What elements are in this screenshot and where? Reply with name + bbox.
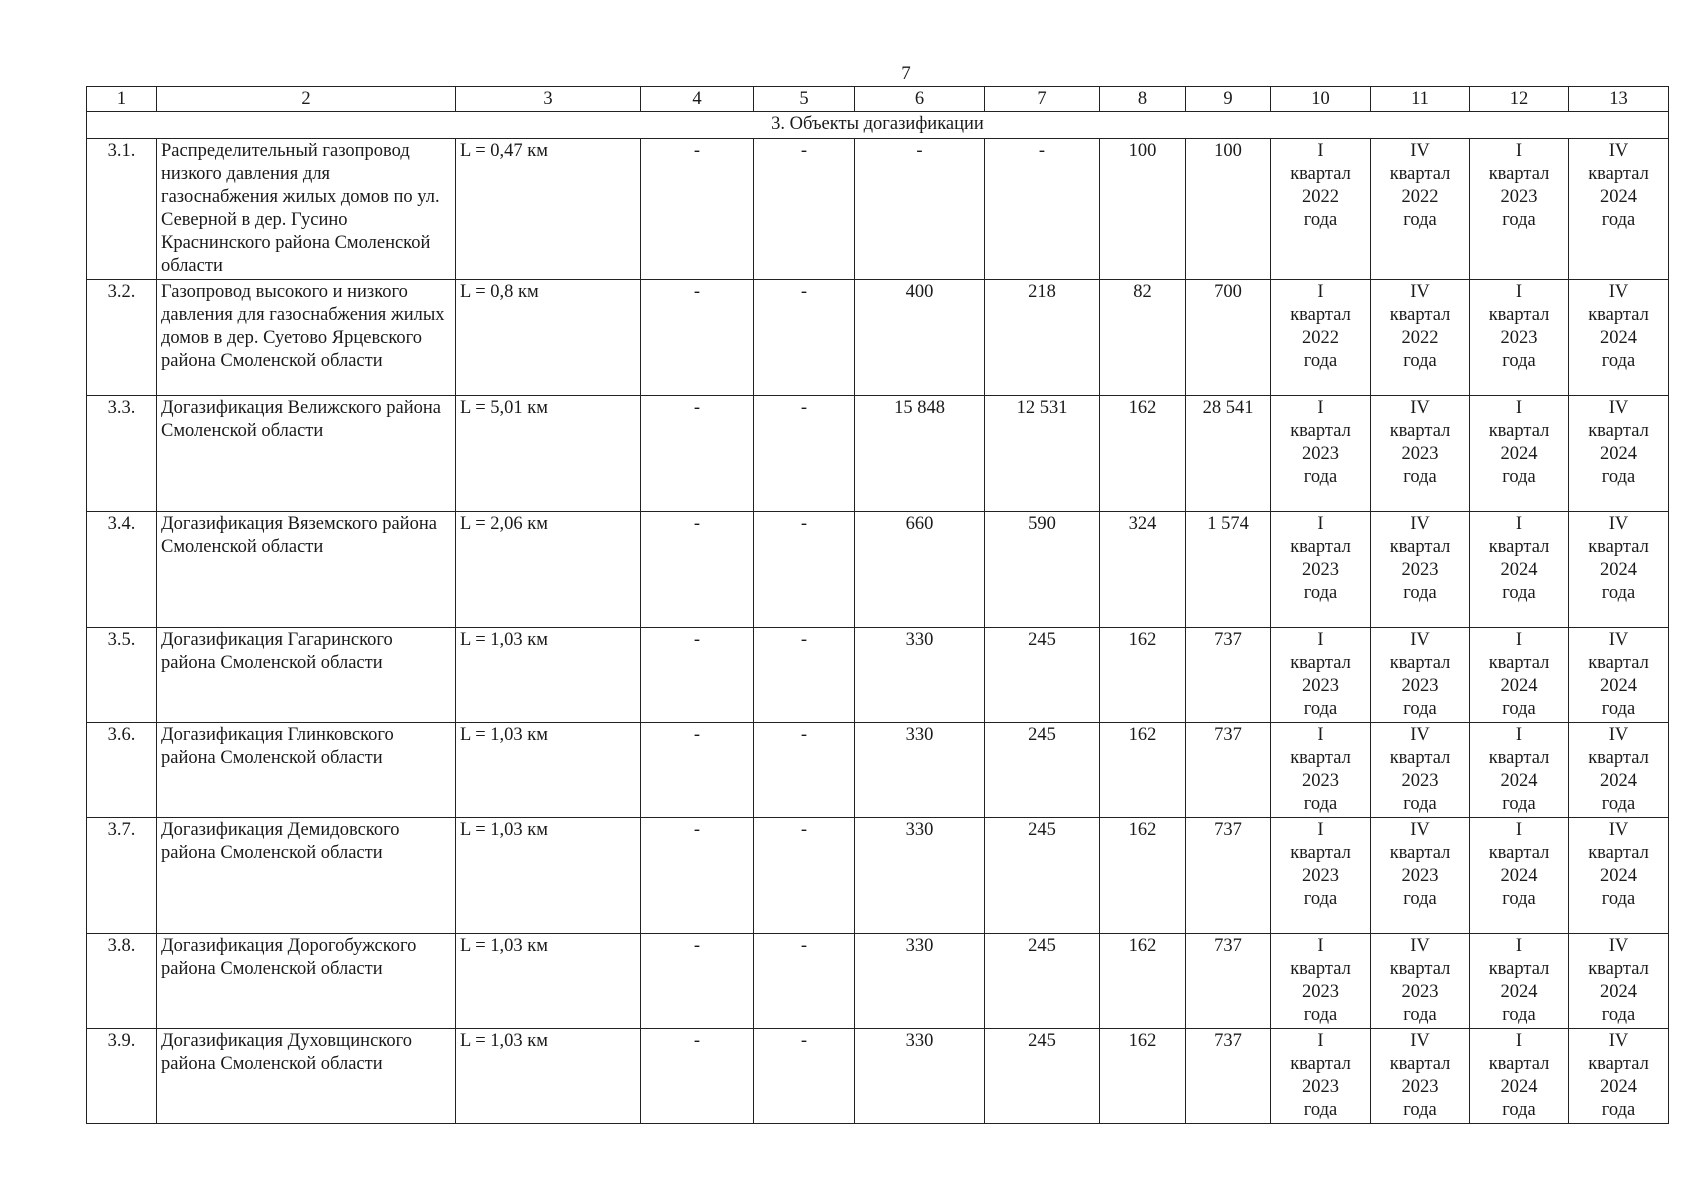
quarter-word: года (1303, 889, 1338, 909)
quarter-q: IV (1410, 514, 1430, 534)
column-header: 2 (157, 87, 456, 112)
quarter-year: 2024 (1600, 187, 1637, 207)
value-cell-5: - (754, 934, 855, 1029)
quarter-cell-10 (1271, 934, 1371, 1029)
value-cell-5: - (754, 628, 855, 723)
quarter-q: IV (1410, 1031, 1430, 1051)
column-number-row (87, 87, 1669, 112)
value-cell-8: 324 (1100, 512, 1186, 628)
quarter-word: года (1601, 1005, 1636, 1025)
quarter-year: 2023 (1401, 560, 1439, 580)
quarter-label: квартал (1488, 537, 1550, 557)
quarter-year: 2022 (1401, 187, 1439, 207)
quarter-year: 2024 (1500, 866, 1538, 886)
quarter-cell-12 (1470, 396, 1569, 512)
value-cell-6: - (855, 139, 985, 280)
value-cell-7: - (985, 139, 1100, 280)
value-cell-8: 162 (1100, 723, 1186, 818)
quarter-label: квартал (1588, 843, 1649, 863)
quarter-cell-12 (1470, 280, 1569, 396)
quarter-cell-13 (1569, 139, 1669, 280)
quarter-q: IV (1608, 820, 1629, 840)
value-cell-6: 330 (855, 1029, 985, 1124)
quarter-year: 2023 (1302, 444, 1339, 464)
quarter-label: квартал (1588, 653, 1649, 673)
quarter-cell-11 (1371, 934, 1470, 1029)
pipeline-length: L = 2,06 км (456, 512, 641, 628)
quarter-year: 2024 (1500, 982, 1538, 1002)
quarter-label: квартал (1290, 537, 1351, 557)
quarter-q: IV (1608, 514, 1629, 534)
quarter-cell-11 (1371, 818, 1470, 934)
row-number: 3.7. (87, 818, 157, 934)
object-name: Догазификация Демидовского района Смоленской области (157, 818, 456, 934)
pipeline-length: L = 1,03 км (456, 628, 641, 723)
page-number: 7 (901, 63, 911, 84)
quarter-cell-13 (1569, 818, 1669, 934)
quarter-label: квартал (1290, 1054, 1351, 1074)
quarter-year: 2024 (1600, 866, 1637, 886)
quarter-word: года (1303, 467, 1338, 487)
table-row (87, 628, 1669, 723)
quarter-label: квартал (1588, 748, 1649, 768)
quarter-q: IV (1608, 630, 1629, 650)
object-name: Догазификация Глинковского района Смоленской области (157, 723, 456, 818)
quarter-label: квартал (1389, 748, 1451, 768)
quarter-label: квартал (1588, 305, 1649, 325)
pipeline-length: L = 1,03 км (456, 723, 641, 818)
quarter-year: 2023 (1401, 444, 1439, 464)
value-cell-6: 400 (855, 280, 985, 396)
value-cell-9: 737 (1186, 934, 1271, 1029)
quarter-q: IV (1410, 725, 1430, 745)
gasification-table (86, 86, 1669, 1124)
quarter-year: 2022 (1302, 187, 1339, 207)
quarter-cell-11 (1371, 280, 1470, 396)
column-header: 3 (456, 87, 641, 112)
quarter-label: квартал (1290, 748, 1351, 768)
quarter-q: I (1515, 630, 1523, 650)
quarter-cell-13 (1569, 628, 1669, 723)
column-header: 13 (1569, 87, 1669, 112)
quarter-label: квартал (1488, 421, 1550, 441)
quarter-q: I (1515, 282, 1523, 302)
quarter-cell-11 (1371, 512, 1470, 628)
quarter-year: 2024 (1600, 328, 1637, 348)
quarter-q: I (1515, 725, 1523, 745)
pipeline-length: L = 0,47 км (456, 139, 641, 280)
quarter-word: года (1502, 794, 1536, 814)
quarter-cell-11 (1371, 628, 1470, 723)
row-number: 3.5. (87, 628, 157, 723)
quarter-word: года (1403, 467, 1437, 487)
pipeline-length: L = 0,8 км (456, 280, 641, 396)
quarter-year: 2023 (1302, 866, 1339, 886)
row-number: 3.9. (87, 1029, 157, 1124)
value-cell-7: 245 (985, 934, 1100, 1029)
value-cell-8: 100 (1100, 139, 1186, 280)
quarter-word: года (1502, 351, 1536, 371)
object-name: Догазификация Вяземского района Смоленской области (157, 512, 456, 628)
quarter-label: квартал (1488, 748, 1550, 768)
row-number: 3.8. (87, 934, 157, 1029)
quarter-word: года (1601, 794, 1636, 814)
table-row (87, 396, 1669, 512)
quarter-year: 2024 (1600, 982, 1637, 1002)
column-header: 1 (87, 87, 157, 112)
quarter-year: 2024 (1500, 676, 1538, 696)
quarter-label: квартал (1488, 653, 1550, 673)
quarter-word: года (1403, 1100, 1437, 1120)
value-cell-5: - (754, 723, 855, 818)
value-cell-8: 162 (1100, 934, 1186, 1029)
quarter-year: 2022 (1302, 328, 1339, 348)
quarter-q: I (1317, 1031, 1324, 1051)
quarter-word: года (1403, 210, 1437, 230)
value-cell-5: - (754, 396, 855, 512)
value-cell-5: - (754, 512, 855, 628)
quarter-word: года (1303, 1005, 1338, 1025)
value-cell-4: - (641, 280, 754, 396)
row-number: 3.3. (87, 396, 157, 512)
value-cell-5: - (754, 139, 855, 280)
column-header: 5 (754, 87, 855, 112)
quarter-word: года (1303, 351, 1338, 371)
quarter-word: года (1303, 699, 1338, 719)
quarter-word: года (1502, 210, 1536, 230)
quarter-label: квартал (1389, 537, 1451, 557)
object-name: Догазификация Гагаринского района Смоленской области (157, 628, 456, 723)
quarter-q: I (1515, 141, 1523, 161)
quarter-word: года (1403, 583, 1437, 603)
section-title: 3. Объекты догазификации (87, 112, 1669, 139)
quarter-label: квартал (1588, 164, 1649, 184)
value-cell-8: 162 (1100, 818, 1186, 934)
quarter-word: года (1502, 1100, 1536, 1120)
quarter-cell-13 (1569, 1029, 1669, 1124)
quarter-cell-10 (1271, 818, 1371, 934)
quarter-word: года (1303, 1100, 1338, 1120)
table-row (87, 512, 1669, 628)
quarter-year: 2023 (1302, 676, 1339, 696)
quarter-label: квартал (1389, 1054, 1451, 1074)
quarter-label: квартал (1488, 959, 1550, 979)
quarter-word: года (1502, 583, 1536, 603)
pipeline-length: L = 1,03 км (456, 934, 641, 1029)
object-name: Газопровод высокого и низкого давления для газоснабжения жилых домов в дер. Суетово Ярцевского района Смоленской области (157, 280, 456, 396)
value-cell-6: 660 (855, 512, 985, 628)
quarter-year: 2023 (1302, 982, 1339, 1002)
quarter-word: года (1403, 794, 1437, 814)
value-cell-9: 28 541 (1186, 396, 1271, 512)
value-cell-4: - (641, 723, 754, 818)
value-cell-4: - (641, 818, 754, 934)
quarter-year: 2023 (1302, 560, 1339, 580)
value-cell-4: - (641, 1029, 754, 1124)
quarter-word: года (1303, 210, 1338, 230)
quarter-year: 2024 (1500, 560, 1538, 580)
column-header: 6 (855, 87, 985, 112)
object-name: Догазификация Дорогобужского района Смоленской области (157, 934, 456, 1029)
column-header: 8 (1100, 87, 1186, 112)
quarter-word: года (1403, 351, 1437, 371)
quarter-label: квартал (1389, 653, 1451, 673)
value-cell-6: 330 (855, 723, 985, 818)
row-number: 3.2. (87, 280, 157, 396)
quarter-cell-12 (1470, 1029, 1569, 1124)
quarter-year: 2024 (1500, 444, 1538, 464)
quarter-cell-10 (1271, 1029, 1371, 1124)
column-header: 11 (1371, 87, 1470, 112)
value-cell-8: 162 (1100, 1029, 1186, 1124)
object-name: Догазификация Велижского района Смоленской области (157, 396, 456, 512)
quarter-q: IV (1410, 398, 1430, 418)
quarter-cell-13 (1569, 512, 1669, 628)
quarter-word: года (1403, 699, 1437, 719)
row-number: 3.4. (87, 512, 157, 628)
value-cell-9: 700 (1186, 280, 1271, 396)
quarter-label: квартал (1389, 164, 1451, 184)
quarter-cell-12 (1470, 139, 1569, 280)
quarter-q: IV (1410, 820, 1430, 840)
value-cell-7: 12 531 (985, 396, 1100, 512)
quarter-q: I (1515, 820, 1523, 840)
table-row (87, 723, 1669, 818)
quarter-q: IV (1608, 282, 1629, 302)
table-row (87, 139, 1669, 280)
object-name: Распределительный газопровод низкого давления для газоснабжения жилых домов по ул. Северной в дер. Гусино Краснинского района Смоленской области (157, 139, 456, 280)
quarter-year: 2023 (1401, 1077, 1439, 1097)
quarter-year: 2023 (1302, 771, 1339, 791)
quarter-word: года (1502, 699, 1536, 719)
quarter-label: квартал (1588, 959, 1649, 979)
quarter-label: квартал (1389, 305, 1451, 325)
quarter-word: года (1601, 467, 1636, 487)
quarter-label: квартал (1290, 843, 1351, 863)
quarter-label: квартал (1290, 164, 1351, 184)
quarter-cell-10 (1271, 139, 1371, 280)
value-cell-9: 737 (1186, 818, 1271, 934)
quarter-word: года (1502, 889, 1536, 909)
value-cell-4: - (641, 396, 754, 512)
row-number: 3.1. (87, 139, 157, 280)
quarter-year: 2023 (1500, 187, 1538, 207)
table-row (87, 818, 1669, 934)
quarter-q: IV (1410, 936, 1430, 956)
quarter-q: I (1317, 725, 1324, 745)
pipeline-length: L = 1,03 км (456, 818, 641, 934)
quarter-year: 2023 (1401, 771, 1439, 791)
quarter-cell-11 (1371, 723, 1470, 818)
quarter-word: года (1601, 583, 1636, 603)
quarter-q: IV (1608, 141, 1629, 161)
quarter-q: I (1317, 936, 1324, 956)
quarter-cell-13 (1569, 723, 1669, 818)
quarter-cell-12 (1470, 628, 1569, 723)
quarter-year: 2023 (1401, 866, 1439, 886)
quarter-cell-10 (1271, 280, 1371, 396)
quarter-word: года (1502, 467, 1536, 487)
quarter-label: квартал (1588, 1054, 1649, 1074)
value-cell-9: 737 (1186, 628, 1271, 723)
quarter-cell-10 (1271, 396, 1371, 512)
quarter-cell-12 (1470, 512, 1569, 628)
quarter-label: квартал (1290, 959, 1351, 979)
quarter-label: квартал (1488, 305, 1550, 325)
quarter-q: IV (1608, 936, 1629, 956)
quarter-year: 2024 (1500, 771, 1538, 791)
value-cell-7: 245 (985, 723, 1100, 818)
quarter-q: I (1317, 820, 1324, 840)
quarter-q: I (1515, 398, 1523, 418)
value-cell-7: 590 (985, 512, 1100, 628)
quarter-cell-12 (1470, 818, 1569, 934)
value-cell-7: 245 (985, 628, 1100, 723)
value-cell-9: 1 574 (1186, 512, 1271, 628)
quarter-year: 2023 (1401, 676, 1439, 696)
pipeline-length: L = 5,01 км (456, 396, 641, 512)
quarter-cell-13 (1569, 396, 1669, 512)
quarter-q: I (1317, 514, 1324, 534)
quarter-label: квартал (1389, 843, 1451, 863)
quarter-q: IV (1410, 282, 1430, 302)
quarter-label: квартал (1389, 421, 1451, 441)
column-header: 10 (1271, 87, 1371, 112)
value-cell-4: - (641, 512, 754, 628)
quarter-year: 2024 (1600, 1077, 1637, 1097)
quarter-label: квартал (1389, 959, 1451, 979)
quarter-cell-13 (1569, 280, 1669, 396)
value-cell-6: 330 (855, 934, 985, 1029)
value-cell-8: 82 (1100, 280, 1186, 396)
quarter-year: 2024 (1600, 771, 1637, 791)
value-cell-7: 245 (985, 818, 1100, 934)
quarter-cell-12 (1470, 934, 1569, 1029)
value-cell-7: 218 (985, 280, 1100, 396)
column-header: 9 (1186, 87, 1271, 112)
value-cell-9: 737 (1186, 1029, 1271, 1124)
column-header: 12 (1470, 87, 1569, 112)
quarter-cell-10 (1271, 628, 1371, 723)
value-cell-5: - (754, 1029, 855, 1124)
value-cell-6: 330 (855, 818, 985, 934)
quarter-word: года (1601, 1100, 1636, 1120)
quarter-cell-13 (1569, 934, 1669, 1029)
object-name: Догазификация Духовщинского района Смоленской области (157, 1029, 456, 1124)
quarter-cell-11 (1371, 139, 1470, 280)
value-cell-8: 162 (1100, 396, 1186, 512)
quarter-word: года (1601, 351, 1636, 371)
value-cell-4: - (641, 139, 754, 280)
value-cell-5: - (754, 818, 855, 934)
quarter-word: года (1601, 699, 1636, 719)
quarter-year: 2023 (1401, 982, 1439, 1002)
quarter-year: 2024 (1600, 676, 1637, 696)
quarter-word: года (1601, 889, 1636, 909)
quarter-word: года (1303, 583, 1338, 603)
quarter-q: I (1317, 141, 1324, 161)
quarter-q: IV (1608, 1031, 1629, 1051)
quarter-q: IV (1608, 725, 1629, 745)
table-row (87, 280, 1669, 396)
quarter-year: 2024 (1600, 560, 1637, 580)
value-cell-4: - (641, 934, 754, 1029)
quarter-cell-10 (1271, 723, 1371, 818)
quarter-word: года (1303, 794, 1338, 814)
quarter-year: 2023 (1500, 328, 1538, 348)
quarter-cell-11 (1371, 396, 1470, 512)
value-cell-8: 162 (1100, 628, 1186, 723)
quarter-label: квартал (1488, 164, 1550, 184)
value-cell-6: 330 (855, 628, 985, 723)
quarter-word: года (1403, 889, 1437, 909)
quarter-label: квартал (1488, 1054, 1550, 1074)
quarter-q: I (1515, 936, 1523, 956)
quarter-cell-10 (1271, 512, 1371, 628)
pipeline-length: L = 1,03 км (456, 1029, 641, 1124)
quarter-q: I (1317, 398, 1324, 418)
quarter-word: года (1601, 210, 1636, 230)
row-number: 3.6. (87, 723, 157, 818)
quarter-year: 2023 (1302, 1077, 1339, 1097)
column-header: 7 (985, 87, 1100, 112)
column-header: 4 (641, 87, 754, 112)
quarter-label: квартал (1588, 421, 1649, 441)
value-cell-5: - (754, 280, 855, 396)
quarter-q: IV (1608, 398, 1629, 418)
quarter-year: 2024 (1600, 444, 1637, 464)
table-row (87, 1029, 1669, 1124)
value-cell-9: 737 (1186, 723, 1271, 818)
quarter-label: квартал (1588, 537, 1649, 557)
quarter-cell-11 (1371, 1029, 1470, 1124)
quarter-q: IV (1410, 630, 1430, 650)
value-cell-4: - (641, 628, 754, 723)
quarter-word: года (1502, 1005, 1536, 1025)
table-row (87, 934, 1669, 1029)
value-cell-9: 100 (1186, 139, 1271, 280)
quarter-label: квартал (1290, 421, 1351, 441)
quarter-q: I (1515, 1031, 1523, 1051)
section-row (87, 112, 1669, 139)
quarter-q: I (1515, 514, 1523, 534)
quarter-q: I (1317, 282, 1324, 302)
quarter-year: 2024 (1500, 1077, 1538, 1097)
value-cell-7: 245 (985, 1029, 1100, 1124)
quarter-q: I (1317, 630, 1324, 650)
quarter-q: IV (1410, 141, 1430, 161)
quarter-label: квартал (1488, 843, 1550, 863)
quarter-year: 2022 (1401, 328, 1439, 348)
quarter-label: квартал (1290, 653, 1351, 673)
value-cell-6: 15 848 (855, 396, 985, 512)
quarter-word: года (1403, 1005, 1437, 1025)
quarter-label: квартал (1290, 305, 1351, 325)
quarter-cell-12 (1470, 723, 1569, 818)
